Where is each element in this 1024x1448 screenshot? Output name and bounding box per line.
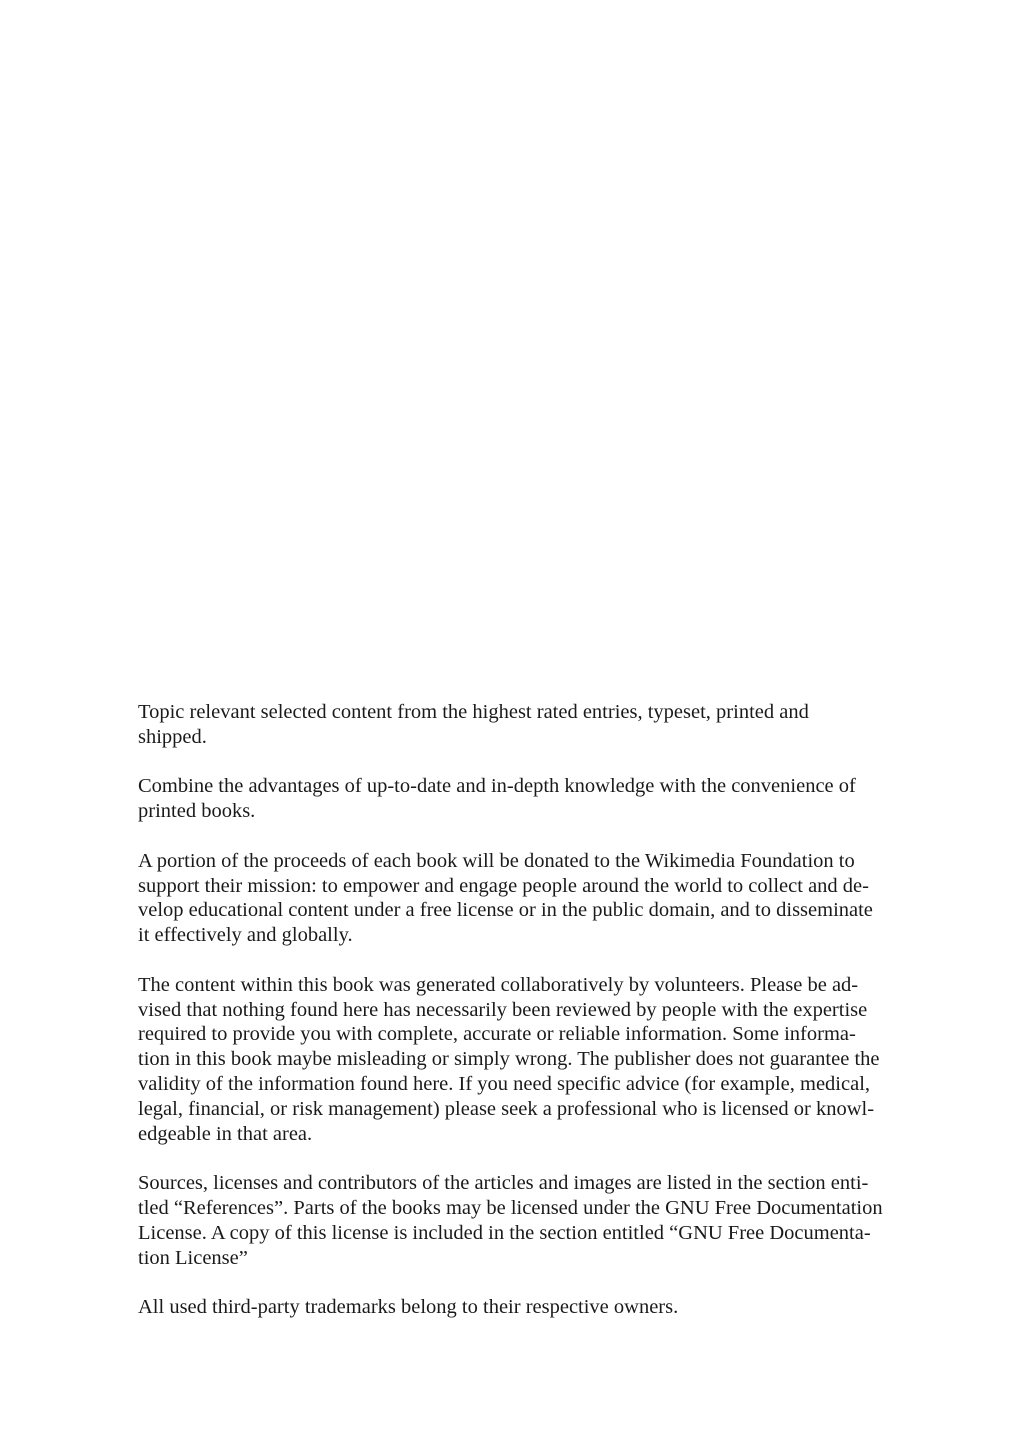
text-line: required to provide you with complete, accurate or reliable information. Some informa- xyxy=(138,1023,856,1046)
paragraph-advantages xyxy=(138,774,898,824)
text-line: velop educational content under a free license or in the public domain, and to disseminate xyxy=(138,899,873,922)
text-line: it effectively and globally. xyxy=(138,924,353,947)
paragraph-disclaimer xyxy=(138,973,898,1147)
text-line: A portion of the proceeds of each book will be donated to the Wikimedia Foundation to xyxy=(138,849,855,872)
text-line: vised that nothing found here has necessarily been reviewed by people with the expertise xyxy=(138,998,868,1021)
text-line: shipped. xyxy=(138,725,207,748)
text-line: All used third-party trademarks belong to their respective owners. xyxy=(138,1296,679,1319)
paragraph-donation xyxy=(138,849,898,948)
text-line: The content within this book was generated collaboratively by volunteers. Please be ad- xyxy=(138,973,859,996)
text-line: License. A copy of this license is included in the section entitled “GNU Free Documenta- xyxy=(138,1221,871,1244)
text-line: tled “References”. Parts of the books may be licensed under the GNU Free Documentation xyxy=(138,1196,883,1219)
text-line: Combine the advantages of up-to-date and in-depth knowledge with the convenience of xyxy=(138,775,856,798)
text-line: support their mission: to empower and engage people around the world to collect and de- xyxy=(138,874,869,897)
paragraph-sources-licenses xyxy=(138,1171,898,1270)
text-line: legal, financial, or risk management) please seek a professional who is licensed or knowl- xyxy=(138,1097,875,1120)
text-line: edgeable in that area. xyxy=(138,1122,313,1145)
paragraph-trademarks xyxy=(138,1295,898,1320)
text-line: printed books. xyxy=(138,800,256,823)
text-line: Topic relevant selected content from the highest rated entries, typeset, printed and xyxy=(138,701,809,723)
disclaimer-text-block xyxy=(138,700,898,1320)
text-line: validity of the information found here. If you need specific advice (for example, medical, xyxy=(138,1072,871,1095)
paragraph-topic-content xyxy=(138,700,898,750)
text-line: tion License” xyxy=(138,1246,248,1269)
text-line: tion in this book maybe misleading or simply wrong. The publisher does not guarantee the xyxy=(138,1048,880,1071)
text-line: Sources, licenses and contributors of the articles and images are listed in the section enti- xyxy=(138,1172,869,1195)
